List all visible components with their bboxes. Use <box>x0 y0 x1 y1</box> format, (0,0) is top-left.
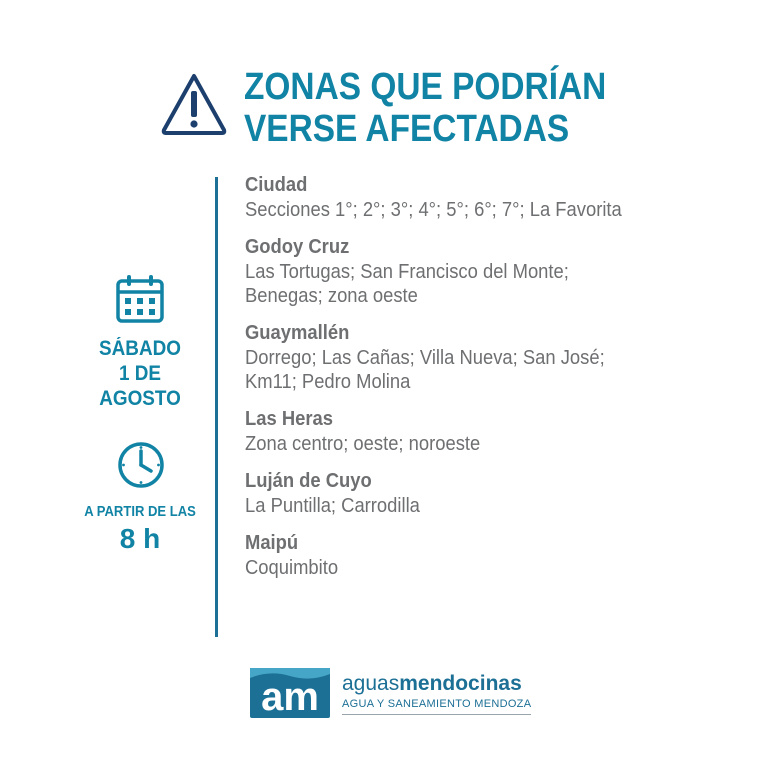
zone-guaymallen <box>245 321 745 394</box>
zone-name: Guaymallén <box>245 322 350 344</box>
am-logo-text: am <box>261 675 319 718</box>
zone-detail: Dorrego; Las Cañas; Villa Nueva; San José; <box>245 347 605 369</box>
zone-detail: Coquimbito <box>245 557 339 579</box>
am-logo-mark <box>250 668 330 718</box>
vertical-divider <box>215 177 218 637</box>
zone-detail: Secciones 1°; 2°; 3°; 4°; 5°; 6°; 7°; La Favorita <box>245 199 622 221</box>
zone-name: Godoy Cruz <box>245 236 350 258</box>
header <box>160 62 720 152</box>
zone-godoy-cruz <box>245 235 745 308</box>
brand-name <box>342 672 522 696</box>
brand-name-part-1: aguas <box>342 672 400 695</box>
zone-lujan-de-cuyo <box>245 469 745 518</box>
zone-maipu <box>245 531 745 580</box>
calendar-icon <box>115 274 165 324</box>
zone-detail: Las Tortugas; San Francisco del Monte; <box>245 261 569 283</box>
zone-name: Ciudad <box>245 174 308 196</box>
zone-detail: La Puntilla; Carrodilla <box>245 495 420 517</box>
zone-name: Maipú <box>245 532 299 554</box>
brand-name-part-2: mendocinas <box>399 672 522 695</box>
zone-detail: Km11; Pedro Molina <box>245 371 411 393</box>
zone-ciudad <box>245 173 745 222</box>
page-title-line-2: VERSE AFECTADAS <box>244 108 570 150</box>
schedule-time: 8 h <box>119 523 161 554</box>
schedule-date <box>70 336 210 411</box>
zone-name: Luján de Cuyo <box>245 470 372 492</box>
zone-detail: Benegas; zona oeste <box>245 285 418 307</box>
brand-tagline: AGUA Y SANEAMIENTO MENDOZA <box>342 698 531 715</box>
schedule-date-number: 1 DE <box>118 362 162 385</box>
schedule-month: AGOSTO <box>99 387 181 410</box>
zones-list <box>245 173 745 593</box>
zone-detail: Zona centro; oeste; noroeste <box>245 433 481 455</box>
clock-icon <box>116 440 166 490</box>
schedule-day: SÁBADO <box>99 337 181 360</box>
page-title <box>244 66 606 150</box>
schedule-from-label-text: A PARTIR DE LAS <box>84 504 196 520</box>
page-title-line-1: ZONAS QUE PODRÍAN <box>244 66 607 108</box>
schedule-from-label <box>70 503 210 521</box>
zone-name: Las Heras <box>245 408 333 430</box>
warning-triangle-icon <box>160 72 228 136</box>
aguas-mendocinas-logo <box>250 668 540 724</box>
zone-las-heras <box>245 407 745 456</box>
